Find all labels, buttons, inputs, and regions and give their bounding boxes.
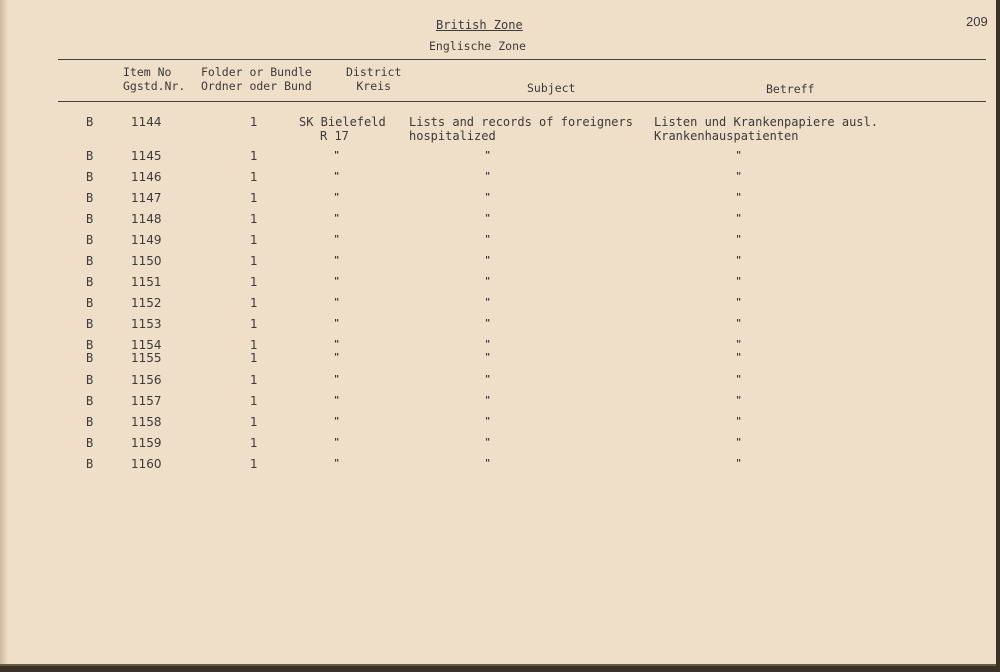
district-ditto-cell: " xyxy=(334,171,340,182)
betreff-ditto-cell: " xyxy=(736,150,742,161)
betreff-ditto-cell: " xyxy=(736,318,742,329)
betreff-ditto-cell: " xyxy=(736,352,742,363)
header-top-rule xyxy=(58,59,986,60)
district-ditto-cell: " xyxy=(334,150,340,161)
column-header-district-de: Kreis xyxy=(356,79,391,93)
district-ditto-cell: " xyxy=(334,374,340,385)
folder-count-cell: 1 xyxy=(250,373,258,387)
district-cell: R 17 xyxy=(320,129,349,143)
item-number-cell: 1154 xyxy=(131,338,162,352)
subject-ditto-cell: " xyxy=(485,339,491,350)
zone-cell: B xyxy=(86,338,94,352)
zone-cell: B xyxy=(86,436,94,450)
betreff-ditto-cell: " xyxy=(736,255,742,266)
zone-cell: B xyxy=(86,457,94,471)
folder-count-cell: 1 xyxy=(250,317,258,331)
zone-cell: B xyxy=(86,373,94,387)
subject-ditto-cell: " xyxy=(485,352,491,363)
zone-cell: B xyxy=(86,317,94,331)
zone-cell: B xyxy=(86,254,94,268)
item-number-cell: 1151 xyxy=(131,275,162,289)
item-number-cell: 1152 xyxy=(131,296,162,310)
subject-ditto-cell: " xyxy=(485,192,491,203)
subject-ditto-cell: " xyxy=(485,297,491,308)
district-ditto-cell: " xyxy=(334,297,340,308)
district-cell: SK Bielefeld xyxy=(299,115,386,129)
subject-ditto-cell: " xyxy=(485,416,491,427)
betreff-ditto-cell: " xyxy=(736,213,742,224)
betreff-ditto-cell: " xyxy=(736,234,742,245)
item-number-cell: 1156 xyxy=(131,373,162,387)
subject-cell: Lists and records of foreigners xyxy=(409,115,633,129)
column-header-item-no-en: Item No xyxy=(123,65,172,79)
column-header-item-no xyxy=(123,65,185,93)
subject-ditto-cell: " xyxy=(485,171,491,182)
subject-ditto-cell: " xyxy=(485,437,491,448)
zone-title: British Zone xyxy=(436,18,523,32)
folder-count-cell: 1 xyxy=(250,149,258,163)
zone-cell: B xyxy=(86,212,94,226)
district-ditto-cell: " xyxy=(334,318,340,329)
folder-count-cell: 1 xyxy=(250,254,258,268)
betreff-ditto-cell: " xyxy=(736,297,742,308)
folder-count-cell: 1 xyxy=(250,191,258,205)
item-number-cell: 1144 xyxy=(131,115,162,129)
district-ditto-cell: " xyxy=(334,458,340,469)
zone-cell: B xyxy=(86,415,94,429)
district-ditto-cell: " xyxy=(334,192,340,203)
betreff-ditto-cell: " xyxy=(736,276,742,287)
item-number-cell: 1146 xyxy=(131,170,162,184)
column-header-folder-en: Folder or Bundle xyxy=(201,65,312,79)
column-header-district-en: District xyxy=(346,65,402,79)
betreff-ditto-cell: " xyxy=(736,171,742,182)
item-number-cell: 1150 xyxy=(131,254,162,268)
subject-ditto-cell: " xyxy=(485,234,491,245)
folder-count-cell: 1 xyxy=(250,233,258,247)
folder-count-cell: 1 xyxy=(250,275,258,289)
betreff-ditto-cell: " xyxy=(736,458,742,469)
zone-cell: B xyxy=(86,296,94,310)
subject-ditto-cell: " xyxy=(485,318,491,329)
subject-ditto-cell: " xyxy=(485,374,491,385)
item-number-cell: 1155 xyxy=(131,351,162,365)
page-spine-shadow xyxy=(0,0,8,664)
column-header-item-no-de: Ggstd.Nr. xyxy=(123,79,186,93)
folder-count-cell: 1 xyxy=(250,415,258,429)
folder-count-cell: 1 xyxy=(250,170,258,184)
subject-ditto-cell: " xyxy=(485,150,491,161)
betreff-ditto-cell: " xyxy=(736,192,742,203)
betreff-cell: Listen und Krankenpapiere ausl. xyxy=(654,115,878,129)
zone-cell: B xyxy=(86,233,94,247)
item-number-cell: 1158 xyxy=(131,415,162,429)
folder-count-cell: 1 xyxy=(250,394,258,408)
folder-count-cell: 1 xyxy=(250,212,258,226)
betreff-ditto-cell: " xyxy=(736,437,742,448)
district-ditto-cell: " xyxy=(334,213,340,224)
zone-cell: B xyxy=(86,191,94,205)
zone-subtitle: Englische Zone xyxy=(429,39,526,53)
subject-ditto-cell: " xyxy=(485,213,491,224)
column-header-subject: Subject xyxy=(527,81,576,95)
betreff-ditto-cell: " xyxy=(736,416,742,427)
column-header-betreff: Betreff xyxy=(766,82,815,96)
zone-cell: B xyxy=(86,115,94,129)
betreff-ditto-cell: " xyxy=(736,395,742,406)
district-ditto-cell: " xyxy=(334,234,340,245)
betreff-ditto-cell: " xyxy=(736,374,742,385)
item-number-cell: 1159 xyxy=(131,436,162,450)
header-bottom-rule xyxy=(58,101,986,102)
betreff-cell: Krankenhauspatienten xyxy=(654,129,799,143)
district-ditto-cell: " xyxy=(334,276,340,287)
district-ditto-cell: " xyxy=(334,416,340,427)
district-ditto-cell: " xyxy=(334,255,340,266)
column-header-district xyxy=(346,65,401,93)
zone-cell: B xyxy=(86,170,94,184)
item-number-cell: 1145 xyxy=(131,149,162,163)
folder-count-cell: 1 xyxy=(250,338,258,352)
subject-ditto-cell: " xyxy=(485,395,491,406)
betreff-ditto-cell: " xyxy=(736,339,742,350)
folder-count-cell: 1 xyxy=(250,115,258,129)
item-number-cell: 1157 xyxy=(131,394,162,408)
subject-ditto-cell: " xyxy=(485,276,491,287)
folder-count-cell: 1 xyxy=(250,351,258,365)
item-number-cell: 1160 xyxy=(131,457,162,471)
zone-cell: B xyxy=(86,351,94,365)
folder-count-cell: 1 xyxy=(250,436,258,450)
district-ditto-cell: " xyxy=(334,395,340,406)
zone-cell: B xyxy=(86,394,94,408)
subject-ditto-cell: " xyxy=(485,255,491,266)
item-number-cell: 1149 xyxy=(131,233,162,247)
folder-count-cell: 1 xyxy=(250,296,258,310)
item-number-cell: 1147 xyxy=(131,191,162,205)
item-number-cell: 1153 xyxy=(131,317,162,331)
zone-cell: B xyxy=(86,275,94,289)
item-number-cell: 1148 xyxy=(131,212,162,226)
district-ditto-cell: " xyxy=(334,437,340,448)
column-header-folder-de: Ordner oder Bund xyxy=(201,79,312,93)
page-number: 209 xyxy=(966,14,988,29)
zone-cell: B xyxy=(86,149,94,163)
folder-count-cell: 1 xyxy=(250,457,258,471)
district-ditto-cell: " xyxy=(334,339,340,350)
subject-cell: hospitalized xyxy=(409,129,496,143)
subject-ditto-cell: " xyxy=(485,458,491,469)
district-ditto-cell: " xyxy=(334,352,340,363)
column-header-folder xyxy=(201,65,312,93)
